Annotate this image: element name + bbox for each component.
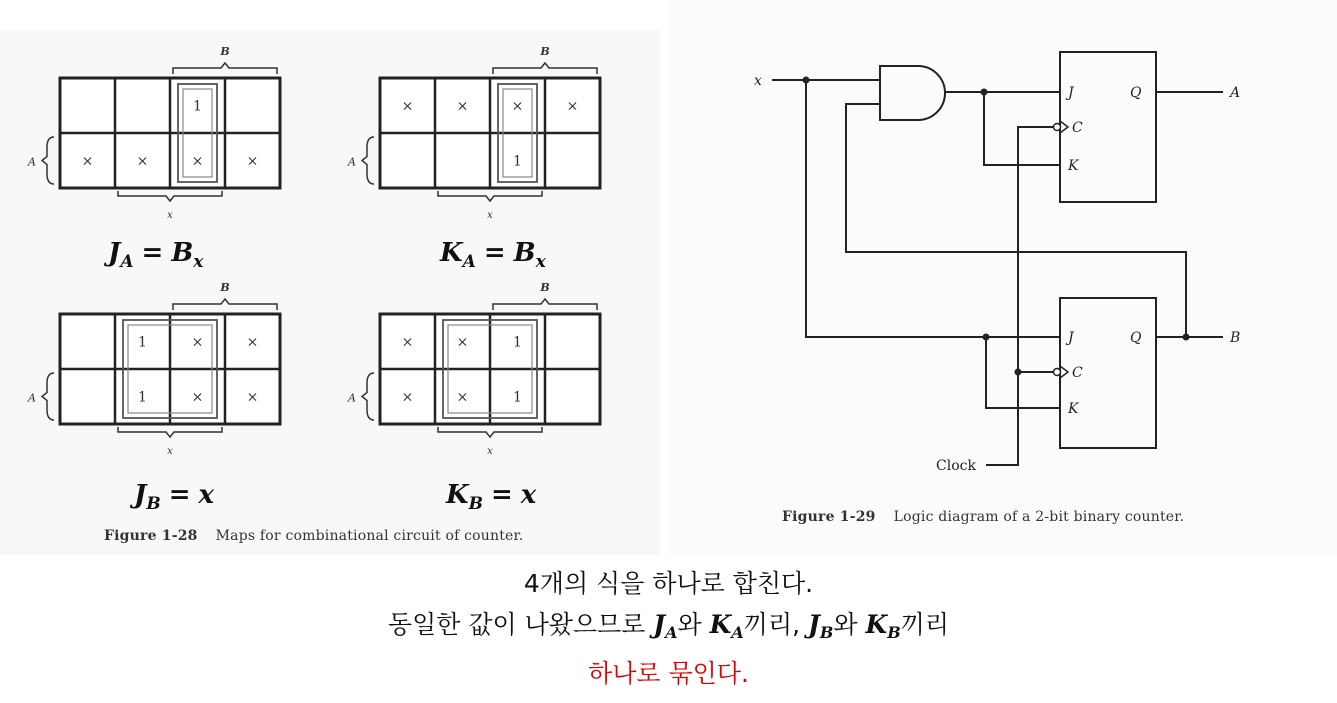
kmap-cell: ×	[246, 334, 259, 351]
and-gate	[880, 66, 945, 120]
kmap-cell: 1	[138, 334, 147, 351]
equation-jb: $J_B = x$	[134, 480, 214, 514]
term-kb: $K_B$	[865, 610, 901, 642]
kmap-bottom-brace	[118, 191, 222, 201]
kmap-cell: ×	[191, 153, 204, 170]
kmap-cell: ×	[511, 98, 524, 115]
kmap-cell: ×	[456, 334, 469, 351]
kmap-cell: ×	[81, 153, 94, 170]
output-b-label: B	[1230, 330, 1241, 346]
kmap-cell: ×	[191, 334, 204, 351]
kmap-side-var: A	[28, 155, 36, 169]
kmap-side-brace	[42, 137, 54, 184]
kmap-bottom-var: x	[167, 446, 173, 457]
kmap-cell: ×	[136, 153, 149, 170]
kmap-side-brace	[362, 373, 374, 420]
ffb-j-label: J	[1068, 330, 1074, 346]
kmap-bottom-brace	[438, 427, 542, 437]
kmap-bottom-var: x	[487, 446, 493, 457]
kmap-cell: 1	[193, 98, 202, 115]
figure-1-28-caption: Figure 1-28 Maps for combinational circuit of counter.	[104, 528, 524, 544]
kmap-cell: 1	[138, 389, 147, 406]
kmap-cell: ×	[456, 98, 469, 115]
kmap-top-var: B	[540, 45, 550, 58]
term-jb: $J_B$	[808, 610, 834, 642]
kmap-side-var: A	[348, 391, 356, 405]
kmap-bottom-var: x	[487, 210, 493, 221]
kmap-bottom-brace	[118, 427, 222, 437]
kmap-bottom-brace	[438, 191, 542, 201]
kmap-side-var: A	[348, 155, 356, 169]
kmap-side-brace	[362, 137, 374, 184]
equation-kb: $K_B = x$	[446, 480, 537, 514]
kmap-side-brace	[42, 373, 54, 420]
ffa-k-tie-wire	[984, 92, 1060, 165]
notes-line-1: 4개의 식을 하나로 합친다.	[523, 569, 814, 598]
explanation-notes	[0, 563, 1337, 694]
notes-line-2: 동일한 값이 나왔으므로 $J_A$와 $K_A$끼리, $J_B$와 $K_B$끼리	[387, 610, 950, 642]
kmap-top-brace	[173, 63, 277, 74]
figure-1-29-caption: Figure 1-29 Logic diagram of a 2-bit binary counter.	[782, 509, 1185, 525]
x-input-label: x	[754, 73, 762, 89]
kmap-top-var: B	[220, 281, 230, 294]
kmap-top-var: B	[220, 45, 230, 58]
ffb-c-label: C	[1072, 365, 1083, 381]
kmap-top-brace	[493, 299, 597, 310]
kmap-cell: ×	[246, 153, 259, 170]
term-ka: $K_A$	[709, 610, 744, 642]
kmaps-figure	[0, 0, 660, 555]
kmap-cell: ×	[246, 389, 259, 406]
kmap-cell: ×	[401, 389, 414, 406]
kmap-top-var: B	[540, 281, 550, 294]
ffb-k-label: K	[1068, 401, 1079, 417]
ffa-j-label: J	[1068, 85, 1074, 101]
kmap-cell: ×	[191, 389, 204, 406]
ffb-q-label: Q	[1130, 330, 1142, 346]
clock-wire	[986, 127, 1054, 465]
notes-line-3: 하나로 묶인다.	[588, 659, 749, 688]
equation-ja: $J_A = B_x$	[108, 238, 204, 272]
ffa-q-label: Q	[1130, 85, 1142, 101]
kmap-cell: ×	[401, 98, 414, 115]
kmap-bottom-var: x	[167, 210, 173, 221]
kmap-cell: ×	[456, 389, 469, 406]
kmap-cell: ×	[566, 98, 579, 115]
equation-ka: $K_A = B_x$	[440, 238, 546, 272]
kmap-cell: 1	[513, 153, 522, 170]
kmap-cell: ×	[401, 334, 414, 351]
kmap-cell: 1	[513, 389, 522, 406]
kmap-top-brace	[173, 299, 277, 310]
ffa-k-label: K	[1068, 158, 1079, 174]
output-a-label: A	[1230, 85, 1241, 101]
ffa-c-label: C	[1072, 120, 1083, 136]
logic-diagram	[668, 0, 1337, 555]
kmap-cell: 1	[513, 334, 522, 351]
kmap-side-var: A	[28, 391, 36, 405]
term-ja: $J_A$	[653, 610, 678, 642]
clock-label: Clock	[936, 458, 976, 474]
kmap-top-brace	[493, 63, 597, 74]
